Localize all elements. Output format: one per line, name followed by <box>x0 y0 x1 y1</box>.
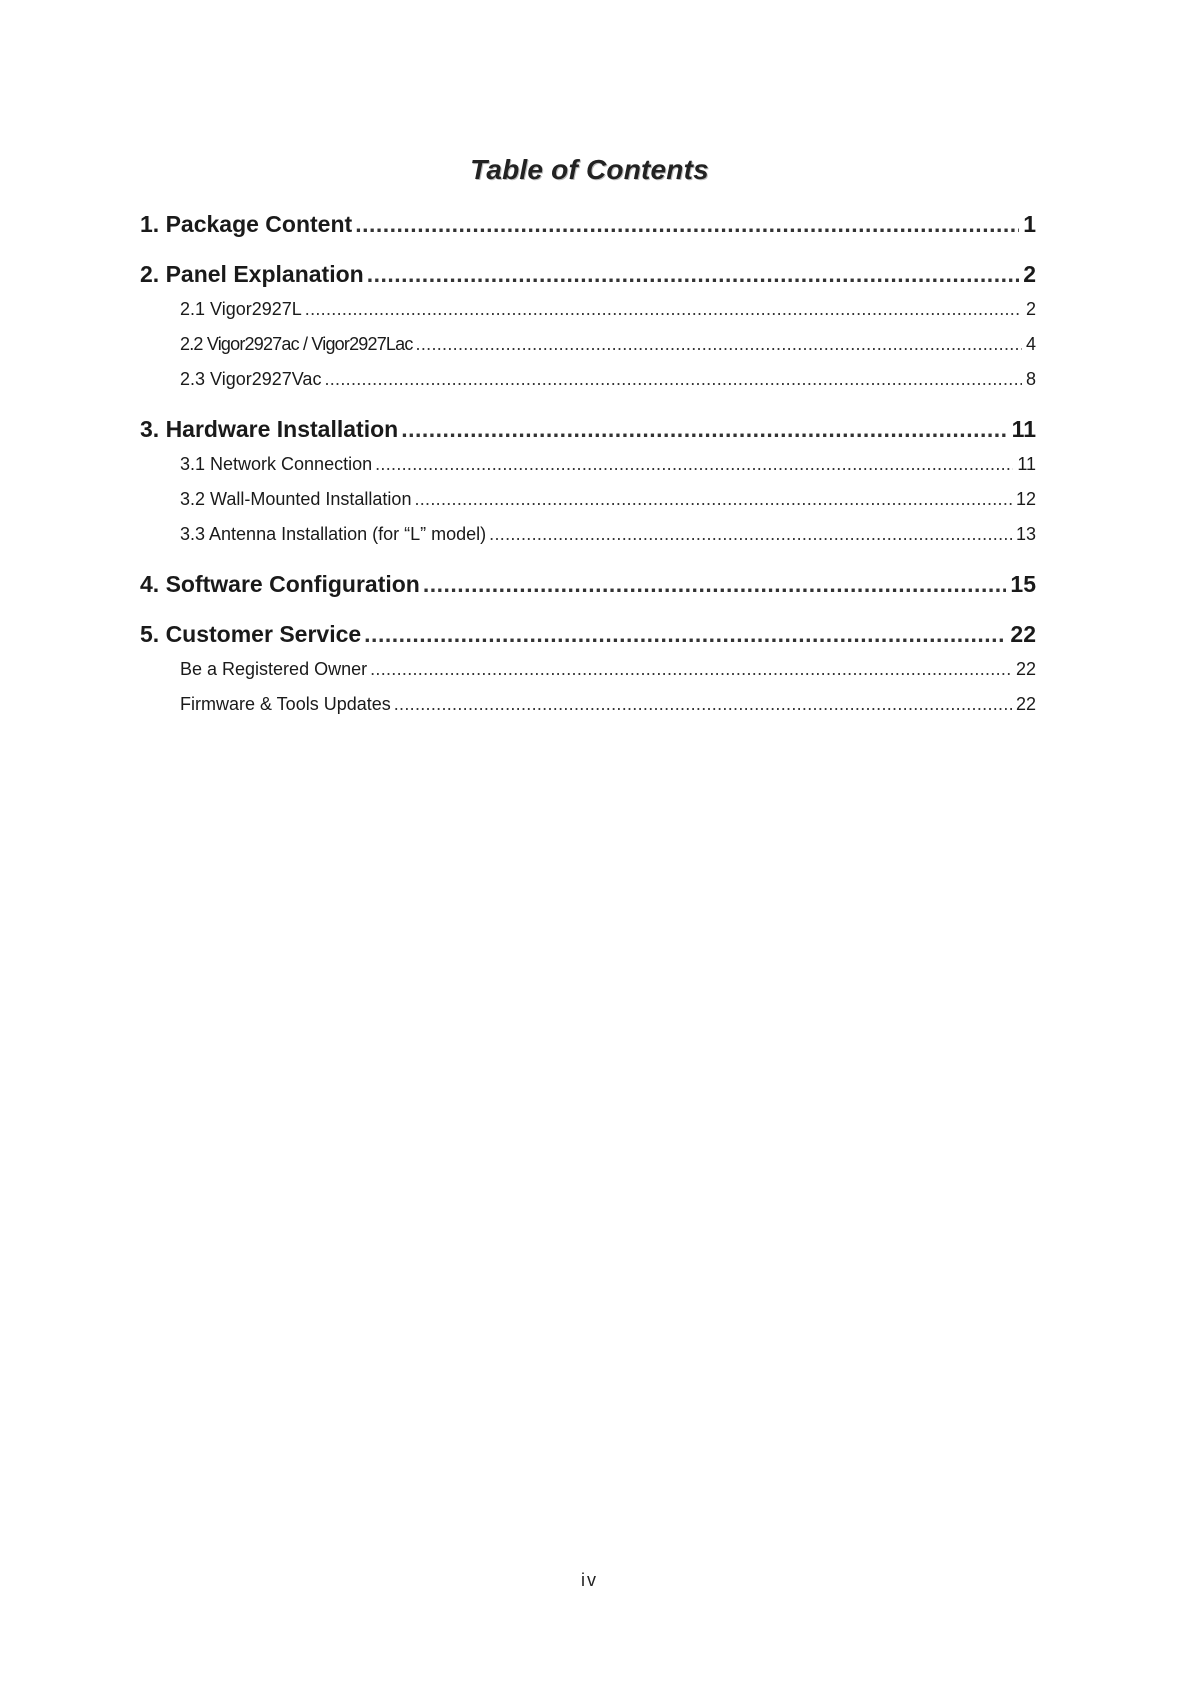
toc-entry-page: 4 <box>1025 334 1036 354</box>
toc-entry-page: 22 <box>1015 659 1036 679</box>
dot-leader <box>364 616 1006 652</box>
dot-leader <box>401 411 1007 447</box>
toc-entry-label: 2.1 Vigor2927L <box>180 299 302 319</box>
toc-entry-antenna-installation[interactable] <box>140 517 1036 552</box>
toc-entry-panel-explanation[interactable] <box>140 256 1036 292</box>
toc-entry-page: 1 <box>1023 211 1036 237</box>
toc-entry-page: 22 <box>1015 694 1036 714</box>
toc-entry-label: Firmware & Tools Updates <box>180 694 391 714</box>
dot-leader <box>394 687 1012 722</box>
toc-entry-label: 5. Customer Service <box>140 621 362 647</box>
toc-entry-label: 1. Package Content <box>140 211 353 237</box>
toc-entry-page: 13 <box>1015 524 1036 544</box>
toc-entry-label: 2.2 Vigor2927ac / Vigor2927Lac <box>180 334 413 354</box>
toc-title: Table of Contents <box>470 154 709 185</box>
dot-leader <box>370 652 1012 687</box>
dot-leader <box>324 362 1022 397</box>
toc-entry-vigor2927l[interactable] <box>140 292 1036 327</box>
toc-entry-page: 11 <box>1011 416 1036 442</box>
dot-leader <box>489 517 1012 552</box>
toc-entry-label: 3. Hardware Installation <box>140 416 399 442</box>
toc-entry-label: 3.2 Wall-Mounted Installation <box>180 489 412 509</box>
toc-entry-wall-mounted[interactable] <box>140 482 1036 517</box>
toc-entry-label: 3.3 Antenna Installation (for “L” model) <box>180 524 487 544</box>
toc-entry-label: 2. Panel Explanation <box>140 261 364 287</box>
toc-entry-registered-owner[interactable] <box>140 652 1036 687</box>
dot-leader <box>305 292 1022 327</box>
toc-entry-package-content[interactable] <box>140 206 1036 242</box>
toc-entry-vigor2927vac[interactable] <box>140 362 1036 397</box>
toc-entry-network-connection[interactable] <box>140 447 1036 482</box>
toc-entry-label: Be a Registered Owner <box>180 659 368 679</box>
dot-leader <box>423 566 1007 602</box>
dot-leader <box>367 256 1020 292</box>
dot-leader <box>414 482 1012 517</box>
dot-leader <box>416 327 1022 362</box>
toc-entry-page: 2 <box>1023 261 1036 287</box>
toc-entry-page: 12 <box>1015 489 1036 509</box>
page-number: iv <box>581 1570 598 1590</box>
toc-entry-label: 4. Software Configuration <box>140 571 420 597</box>
toc-entry-page: 8 <box>1025 369 1036 389</box>
dot-leader <box>375 447 1013 482</box>
dot-leader <box>355 206 1019 242</box>
toc-entry-page: 2 <box>1025 299 1036 319</box>
toc-entry-page: 22 <box>1010 621 1036 647</box>
toc-entry-vigor2927ac[interactable] <box>140 327 1036 362</box>
table-of-contents <box>140 206 1036 722</box>
toc-entry-software-configuration[interactable] <box>140 566 1036 602</box>
toc-entry-page: 15 <box>1010 571 1036 597</box>
toc-entry-label: 3.1 Network Connection <box>180 454 373 474</box>
toc-entry-label: 2.3 Vigor2927Vac <box>180 369 322 389</box>
toc-entry-hardware-installation[interactable] <box>140 411 1036 447</box>
toc-entry-page: 11 <box>1017 454 1036 474</box>
toc-entry-customer-service[interactable] <box>140 616 1036 652</box>
toc-entry-firmware-updates[interactable] <box>140 687 1036 722</box>
